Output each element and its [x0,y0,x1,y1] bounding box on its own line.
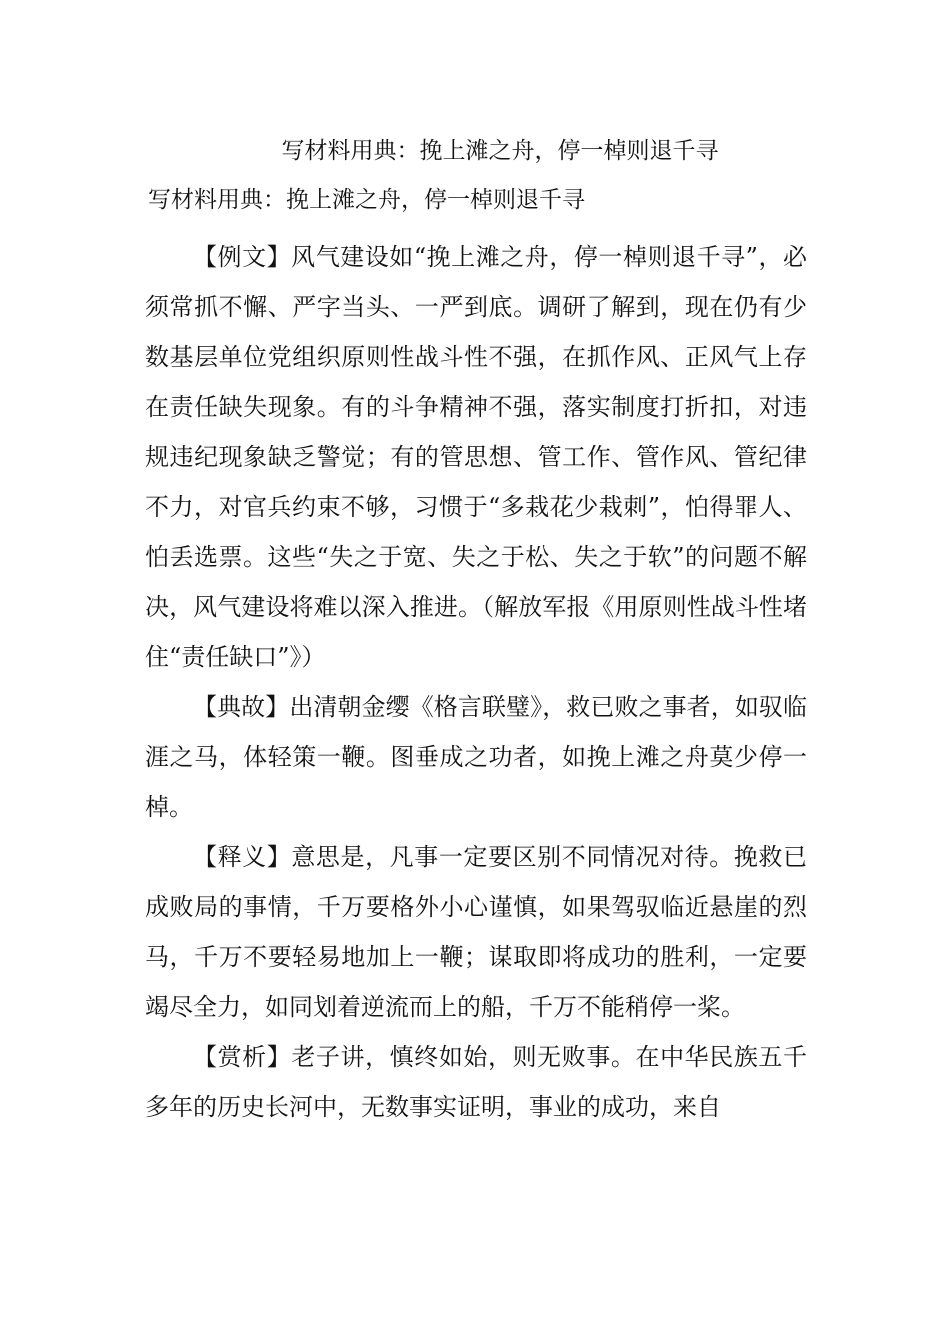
paragraph-appreciation [145,1032,807,1132]
paragraph-label: 【赏析】 [193,1043,292,1071]
document-subtitle: 写材料用典：挽上滩之舟，停一棹则退千寻 [148,187,585,213]
paragraph-label: 【释义】 [193,843,292,871]
paragraph-example [145,232,807,682]
paragraph-meaning [145,832,807,1032]
paragraph-text: 风气建设如“挽上滩之舟，停一棹则退千寻”，必须常抓不懈、严字当头、一严到底。调研了解到，现在仍有少数基层单位党组织原则性战斗性不强，在抓作风、正风气上存在责任缺失现象。有的斗争精神不强，落实制度打折扣，对违规违纪现象缺乏警觉；有的管思想、管工作、管作风、管纪律不力，对官兵约束不够，习惯于“多栽花少栽刺”，怕得罪人、怕丢选票。这些“失之于宽、失之于松、失之于软”的问题不解决，风气建设将难以深入推进。（解放军报《用原则性战斗性堵住“责任缺口”》） [145,243,807,671]
document-title: 写材料用典：挽上滩之舟，停一棹则退千寻 [281,138,719,164]
document-body [145,232,807,1132]
paragraph-label: 【典故】 [193,693,290,721]
paragraph-label: 【例文】 [193,243,292,271]
paragraph-text: 意思是，凡事一定要区别不同情况对待。挽救已成败局的事情，千万要格外小心谨慎，如果驾驭临近悬崖的烈马，千万不要轻易地加上一鞭；谋取即将成功的胜利，一定要竭尽全力，如同划着逆流而上的船，千万不能稍停一桨。 [145,843,808,1021]
paragraph-allusion [145,682,807,832]
paragraph-text: 老子讲，慎终如始，则无败事。在中华民族五千多年的历史长河中，无数事实证明，事业的成功，来自 [145,1043,808,1121]
paragraph-text: 出清朝金缨《格言联璧》，救已败之事者，如驭临涯之马，体轻策一鞭。图垂成之功者，如挽上滩之舟莫少停一棹。 [145,693,808,821]
